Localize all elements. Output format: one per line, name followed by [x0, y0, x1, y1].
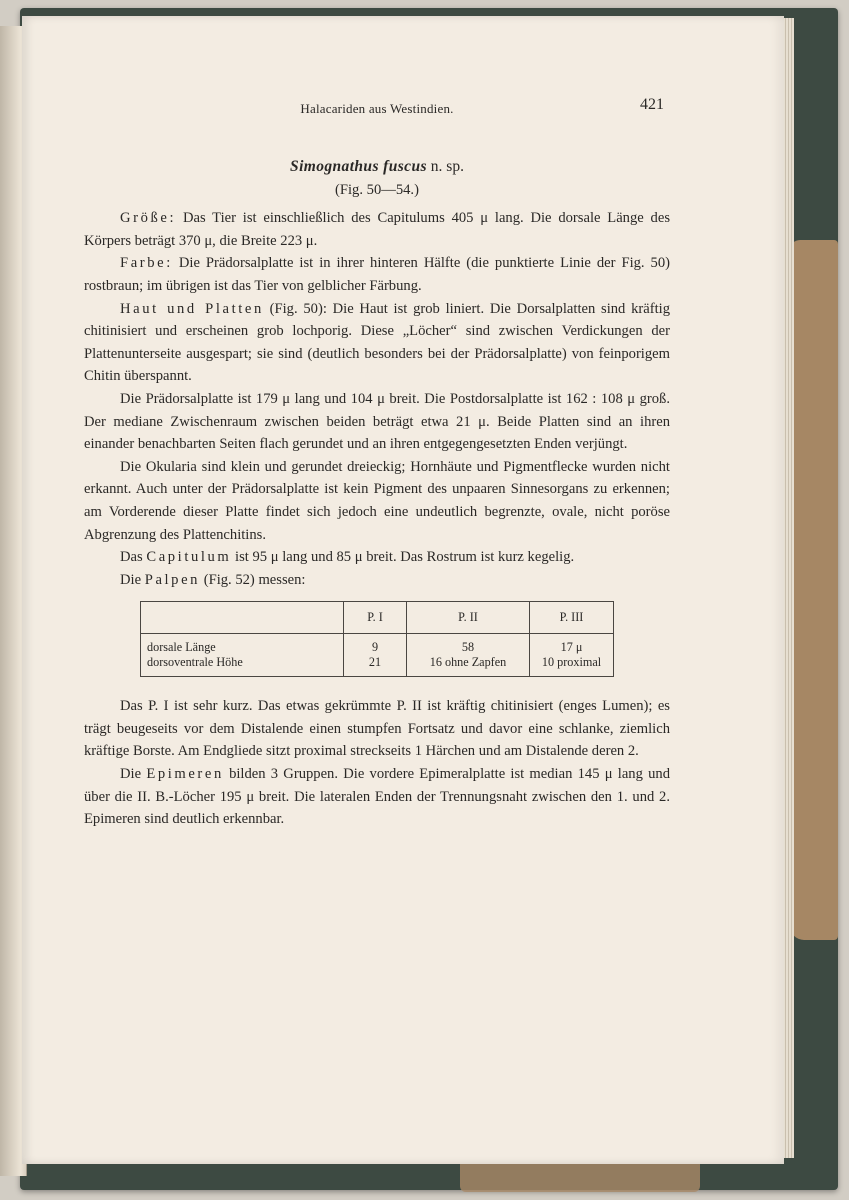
species-suffix: n. sp. [430, 158, 464, 175]
paragraph-groesse-text: Das Tier ist einschließlich des Capitulums 405 μ lang. Die dorsale Länge des Körpers beträgt 370 μ, die Breite 223 μ. [84, 210, 670, 249]
section-label-farbe: Farbe: [120, 255, 173, 272]
cell-p3-dorsal: 17 μ [560, 640, 583, 655]
running-head: Halacariden aus Westindien. [300, 101, 454, 116]
paragraph-epimeren-text: bilden 3 Gruppen. Die vordere Epimeralplatte ist median 145 μ lang und über die II. B.-Löcher 195 μ breit. Die lateralen Enden der Trennungsnaht zwischen den 1. und 2. Epimeren sind deutlich erkennbar. [84, 766, 671, 828]
table-row-labels [141, 634, 344, 677]
cover-damage-right [790, 240, 838, 940]
paragraph-capitulum [84, 546, 670, 569]
section-label-palpen: Palpen [144, 571, 201, 588]
table-row [141, 634, 614, 677]
section-label-groesse: Größe: [120, 210, 177, 227]
row-label-dorsoventral: dorsoventrale Höhe [147, 655, 243, 670]
row-label-dorsal: dorsale Länge [147, 640, 216, 655]
cell-p3-dorsoventral: 10 proximal [541, 655, 602, 670]
section-label-haut: Haut und Platten [120, 300, 264, 317]
cell-p2-dorsal: 58 [461, 640, 475, 655]
section-label-capitulum: Capitulum [146, 549, 232, 566]
species-title [84, 156, 670, 179]
table-header-row [141, 602, 614, 634]
paragraph-palpen-text: (Fig. 52) messen: [203, 571, 306, 588]
figure-reference: (Fig. 50—54.) [335, 181, 419, 198]
paragraph-farbe-text: Die Prädorsalplatte ist in ihrer hinteren Hälfte (die punktierte Linie der Fig. 50) rostbraun; im übrigen ist das Tier von gelblicher Färbung. [84, 255, 670, 294]
paragraph-praedorsal: Die Prädorsalplatte ist 179 μ lang und 104 μ breit. Die Postdorsalplatte ist 162 : 108 μ groß. Der mediane Zwischenraum zwischen beiden beträgt etwa 21 μ. Beide Platten sind an ihren einander benachbarten Seiten flach gerundet und an ihren entgegengesetzten Enden verjüngt. [84, 390, 670, 453]
paragraph-epimeren [84, 763, 670, 831]
paragraph-capitulum-text: ist 95 μ lang und 85 μ breit. Das Rostrum ist kurz kegelig. [235, 549, 575, 566]
paragraph-p1: Das P. I ist sehr kurz. Das etwas gekrümmte P. II ist kräftig chitinisiert (enges Lumen); es trägt beugeseits vor dem Distalende einen stumpfen Fortsatz und davor eine schlanke, ziemlich kräftige Borste. Am Endgliede sitzt proximal streckseits 1 Härchen und am Distalende deren 2. [84, 698, 670, 760]
paragraph-capitulum-prefix: Das [120, 549, 143, 566]
table-header-empty [141, 602, 344, 634]
palpen-table [140, 601, 614, 677]
table-header-p2: P. II [407, 602, 530, 634]
cell-p1-dorsoventral: 21 [368, 655, 382, 670]
page-number: 421 [640, 96, 664, 113]
paragraph-palpen [84, 569, 670, 592]
cell-p2-dorsoventral: 16 ohne Zapfen [429, 655, 507, 670]
section-label-epimeren: Epimeren [146, 766, 224, 783]
table-cell-p3 [530, 634, 614, 677]
paragraph-epimeren-prefix: Die [120, 766, 142, 783]
species-name: Simognathus fuscus [290, 158, 427, 175]
cell-p1-dorsal: 9 [371, 640, 379, 655]
paragraph-okularia: Die Okularia sind klein und gerundet dreieckig; Hornhäute und Pigmentflecke wurden nicht erkannt. Auch unter der Prädorsalplatte ist kein Pigment des unpaaren Sinnesorgans zu erkennen; am Vorderende dieser Platte findet sich jedoch eine undeutlich begrenzte, ovale, nicht poröse Abgrenzung des Plattenchitins. [84, 458, 670, 543]
paragraph-groesse [84, 207, 670, 252]
table-cell-p2 [407, 634, 530, 677]
table-cell-p1 [344, 634, 407, 677]
page-header [84, 94, 670, 118]
paragraph-haut [84, 298, 670, 388]
paragraph-farbe [84, 252, 670, 297]
paragraph-palpen-prefix: Die [120, 571, 142, 588]
page-content [84, 94, 670, 831]
table-header-p1: P. I [344, 602, 407, 634]
table-header-p3: P. III [530, 602, 614, 634]
paragraph-haut-text: (Fig. 50): Die Haut ist grob liniert. Die Dorsalplatten sind kräftig chitinisiert und erscheinen grob lochporig. Diese „Löcher“ sind zwischen Verdickungen der Plattenunterseite ausgespart; sie sind (deutlich besonders bei der Prädorsalplatte) von feinporigem Chitin überspannt. [84, 300, 670, 385]
